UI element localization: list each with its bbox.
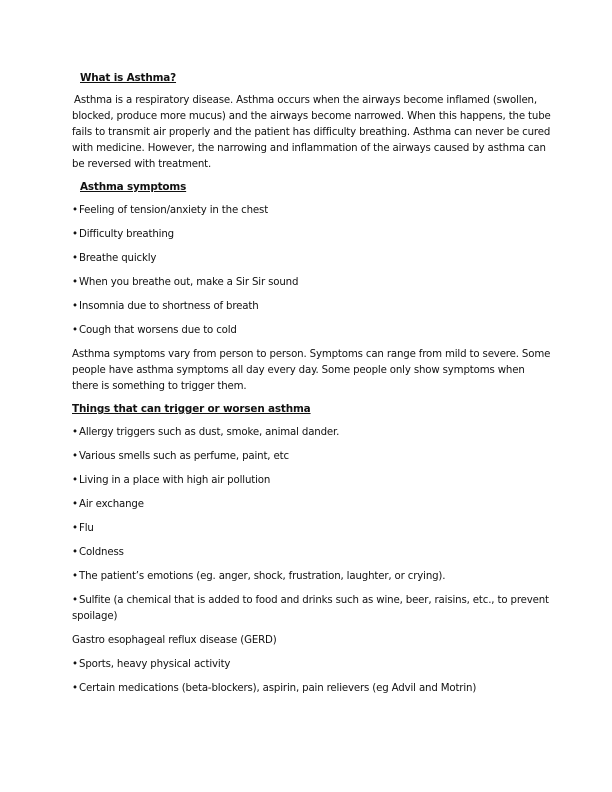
bullet-icon: • xyxy=(72,683,78,694)
list-item: •Feeling of tension/anxiety in the chest xyxy=(72,203,552,219)
list-item: •Flu xyxy=(72,521,552,537)
heading-asthma-symptoms: Asthma symptoms xyxy=(80,181,187,193)
bullet-icon: • xyxy=(72,325,78,336)
symptoms-list xyxy=(72,203,552,339)
list-item: •Various smells such as perfume, paint, etc xyxy=(72,449,552,465)
list-item: •Cough that worsens due to cold xyxy=(72,323,552,339)
list-item: •Sulfite (a chemical that is added to food and drinks such as wine, beer, raisins, etc., to prevent spoilage) xyxy=(72,595,549,622)
bullet-icon: • xyxy=(72,659,78,670)
list-item: •When you breathe out, make a Sir Sir sound xyxy=(72,275,552,291)
bullet-icon: • xyxy=(72,499,78,510)
bullet-icon: • xyxy=(72,277,78,288)
bullet-icon: • xyxy=(72,427,78,438)
list-item: •Difficulty breathing xyxy=(72,227,552,243)
bullet-icon: • xyxy=(72,523,78,534)
bullet-icon: • xyxy=(72,229,78,240)
gerd-line: Gastro esophageal reflux disease (GERD) xyxy=(72,635,277,646)
bullet-icon: • xyxy=(72,547,78,558)
bullet-icon: • xyxy=(72,451,78,462)
list-item: •Insomnia due to shortness of breath xyxy=(72,299,552,315)
bullet-icon: • xyxy=(72,253,78,264)
list-item: •Allergy triggers such as dust, smoke, animal dander. xyxy=(72,425,552,441)
symptoms-variation-paragraph: Asthma symptoms vary from person to person. Symptoms can range from mild to severe. Some people have asthma symptoms all day every day. Some people only show symptoms when there is something to trigger them. xyxy=(72,349,551,392)
bullet-icon: • xyxy=(72,475,78,486)
triggers-list xyxy=(72,425,552,625)
heading-what-is-asthma: What is Asthma? xyxy=(80,72,177,84)
triggers-list-continued xyxy=(72,657,552,697)
list-item: •Coldness xyxy=(72,545,552,561)
bullet-icon: • xyxy=(72,205,78,216)
list-item: •Certain medications (beta-blockers), aspirin, pain relievers (eg Advil and Motrin) xyxy=(72,681,552,697)
list-item: •The patient’s emotions (eg. anger, shock, frustration, laughter, or crying). xyxy=(72,569,552,585)
document-page xyxy=(72,70,552,705)
bullet-icon: • xyxy=(72,301,78,312)
list-item: •Living in a place with high air pollution xyxy=(72,473,552,489)
bullet-icon: • xyxy=(72,595,78,606)
list-item: •Air exchange xyxy=(72,497,552,513)
asthma-definition-paragraph: Asthma is a respiratory disease. Asthma occurs when the airways become inflamed (swollen, blocked, produce more mucus) and the airways become narrowed. When this happens, the tube fails to transmit air properly and the patient has difficulty breathing. Asthma can never be cured with medicine. However, the narrowing and inflammation of the airways caused by asthma can be reversed with treatment. xyxy=(72,95,551,170)
list-item: •Sports, heavy physical activity xyxy=(72,657,552,673)
list-item: •Breathe quickly xyxy=(72,251,552,267)
bullet-icon: • xyxy=(72,571,78,582)
heading-asthma-triggers: Things that can trigger or worsen asthma xyxy=(72,403,311,415)
